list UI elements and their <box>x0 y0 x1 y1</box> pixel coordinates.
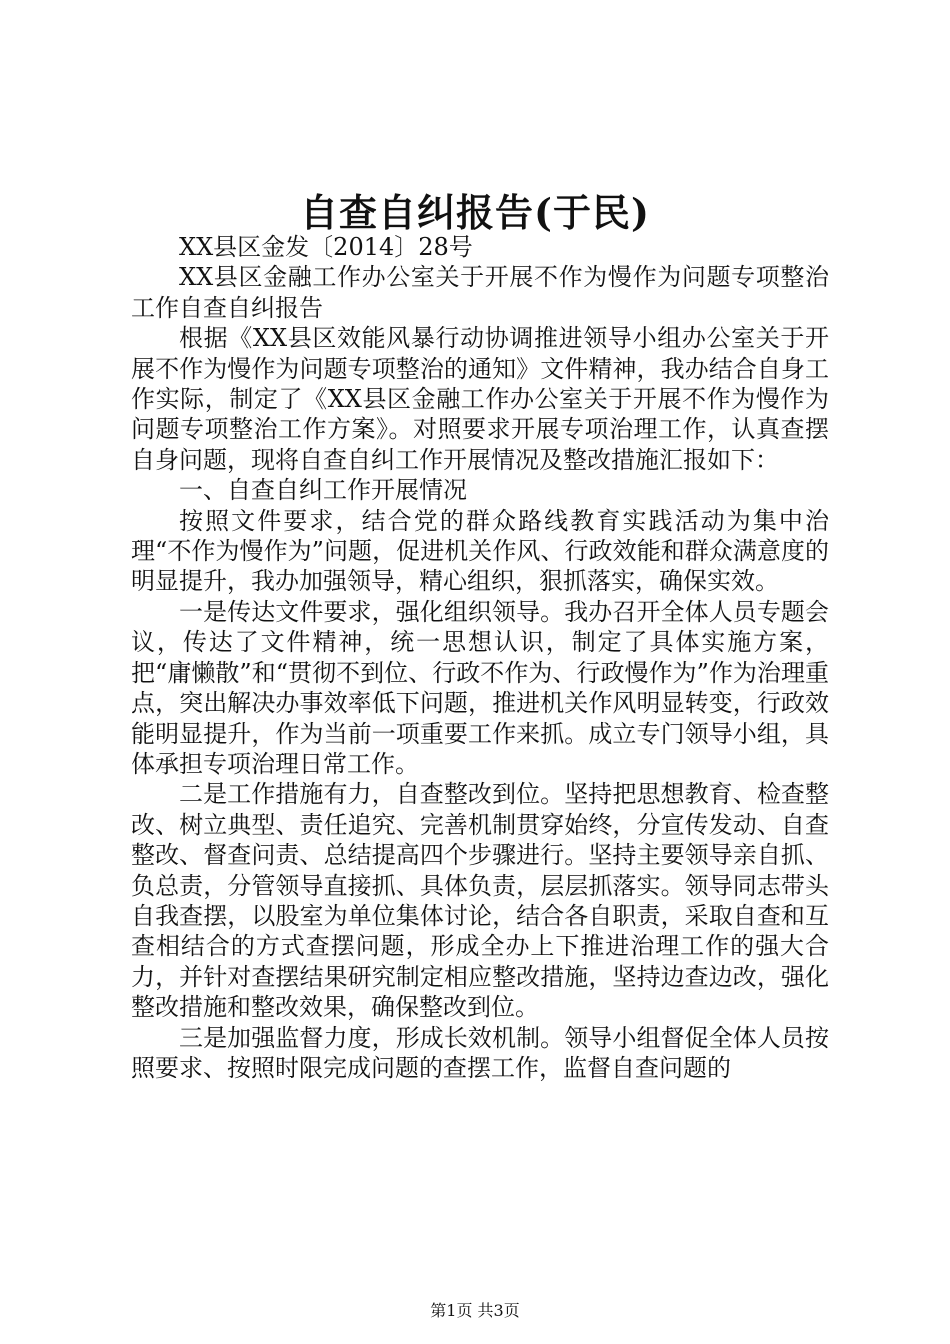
body-paragraph: 二是工作措施有力，自查整改到位。坚持把思想教育、检查整改、树立典型、责任追究、完善机制贯穿始终，分宣传发动、自查整改、督查问责、总结提高四个步骤进行。坚持主要领导亲自抓、负总责，分管领导直接抓、具体负责，层层抓落实。领导同志带头自我查摆，以股室为单位集体讨论，结合各自职责，采取自查和互查相结合的方式查摆问题，形成全办上下推进治理工作的强大合力，并针对查摆结果研究制定相应整改措施，坚持边查边改，强化整改措施和整改效果，确保整改到位。 <box>131 780 829 1022</box>
body-paragraph: 三是加强监督力度，形成长效机制。领导小组督促全体人员按照要求、按照时限完成问题的查摆工作，监督自查问题的 <box>131 1023 829 1082</box>
doc-number: XX县区金发〔2014〕28号 <box>179 233 473 261</box>
page-footer: 第1页 共3页 <box>430 1301 520 1320</box>
intro-paragraph: 根据《XX县区效能风暴行动协调推进领导小组办公室关于开展不作为慢作为问题专项整治的通知》文件精神，我办结合自身工作实际，制定了《XX县区金融工作办公室关于开展不作为慢作为问题专项整治工作方案》。对照要求开展专项治理工作，认真查摆自身问题，现将自查自纠工作开展情况及整改措施汇报如下： <box>131 324 829 474</box>
document-title: 自查自纠报告(于民) <box>300 190 650 235</box>
document-body <box>131 232 829 1083</box>
body-paragraph: 按照文件要求，结合党的群众路线教育实践活动为集中治理“不作为慢作为”问题，促进机关作风、行政效能和群众满意度的明显提升，我办加强领导，精心组织，狠抓落实，确保实效。 <box>131 506 829 596</box>
section-heading: 一、自查自纠工作开展情况 <box>179 476 467 505</box>
body-paragraph: 一是传达文件要求，强化组织领导。我办召开全体人员专题会议，传达了文件精神，统一思想认识，制定了具体实施方案，把“庸懒散”和“贯彻不到位、行政不作为、行政慢作为”作为治理重点，突出解决办事效率低下问题，推进机关作风明显转变，行政效能明显提升，作为当前一项重要工作来抓。成立专门领导小组，具体承担专项治理日常工作。 <box>131 597 829 778</box>
report-subject: XX县区金融工作办公室关于开展不作为慢作为问题专项整治工作自查自纠报告 <box>131 263 829 322</box>
